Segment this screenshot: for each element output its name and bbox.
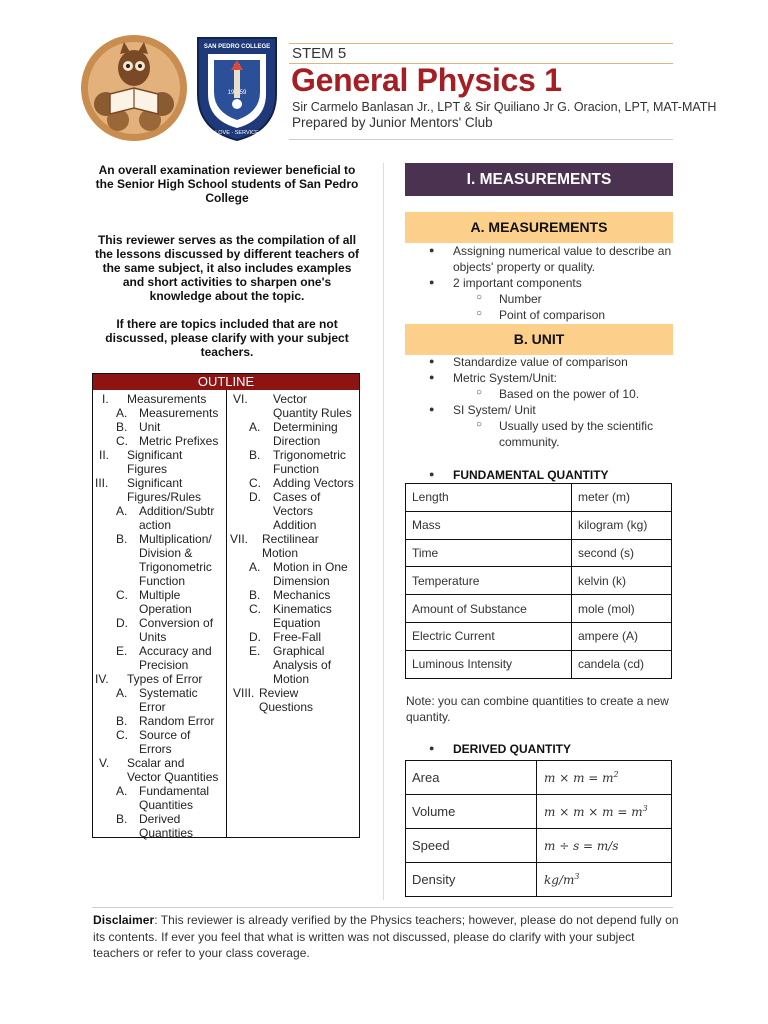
outline-label: Addition xyxy=(273,518,317,532)
outline-item xyxy=(93,630,359,644)
quantity-name: Volume xyxy=(406,795,537,829)
header-rule xyxy=(289,139,673,140)
disclaimer-text: : This reviewer is already verified by the Physics teachers; however, please do not depend fully on its contents. If ever you feel that what is written was not discussed, please do clarify with your subject teachers or refer to your class coverage. xyxy=(93,913,679,960)
outline-number: VI. xyxy=(233,392,248,406)
authors: Sir Carmelo Banlasan Jr., LPT & Sir Quiliano Jr G. Oracion, LPT, MAT-MATH xyxy=(292,100,717,114)
outline-item xyxy=(93,476,359,490)
outline-label: Vector xyxy=(273,392,308,406)
circle-bullet-icon: ○ xyxy=(476,308,483,319)
quantity-name: Electric Current xyxy=(406,622,572,650)
intro-description: An overall examination reviewer beneficial to the Senior High School students of San Pedro College xyxy=(95,163,359,205)
si-unit: ampere (A) xyxy=(572,622,672,650)
table-row xyxy=(406,650,672,678)
si-unit: kelvin (k) xyxy=(572,567,672,595)
outline-number: D. xyxy=(116,616,128,630)
outline-item xyxy=(93,588,359,602)
note-text: Note: you can combine quantities to create a new quantity. xyxy=(406,694,669,724)
quantity-name: Time xyxy=(406,539,572,567)
outline-label: Source of xyxy=(139,728,191,742)
outline-label: Significant xyxy=(127,448,183,462)
outline-label: Derived xyxy=(139,812,181,826)
section-heading: I. MEASUREMENTS xyxy=(405,163,673,196)
seal-motto: LOVE · SERVICE xyxy=(215,130,259,136)
outline-number: V. xyxy=(99,756,110,770)
outline-number: I. xyxy=(102,392,109,406)
seal-name: SAN PEDRO COLLEGE xyxy=(203,44,271,50)
outline-label: Kinematics xyxy=(273,602,332,616)
outline-item xyxy=(93,574,359,588)
table-row xyxy=(406,595,672,623)
bullet-icon: ● xyxy=(429,404,435,414)
outline-label: Trigonometric xyxy=(273,448,346,462)
outline-number: VII. xyxy=(230,532,249,546)
formula-text: kg/m xyxy=(544,873,575,887)
intro-note: If there are topics included that are not discussed, please clarify with your subject teachers. xyxy=(105,317,349,359)
measurements-subbullet: Point of comparison xyxy=(499,308,606,322)
subsection-heading-measurements: A. MEASUREMENTS xyxy=(405,212,673,243)
subsection-heading-unit: B. UNIT xyxy=(405,324,673,355)
formula xyxy=(537,829,672,863)
si-unit: kilogram (kg) xyxy=(572,511,672,539)
formula-text: m × m = m xyxy=(544,771,614,785)
measurements-bullet: 2 important components xyxy=(453,276,582,290)
page-title: General Physics 1 xyxy=(291,62,562,98)
outline-label: Accuracy and xyxy=(139,644,212,658)
table-row xyxy=(406,484,672,512)
outline-label: Figures/Rules xyxy=(127,490,202,504)
outline-item xyxy=(93,672,359,686)
outline-number: C. xyxy=(249,602,261,616)
quantity-name: Temperature xyxy=(406,567,572,595)
si-unit: meter (m) xyxy=(572,484,672,512)
outline-item xyxy=(93,546,359,560)
outline-item xyxy=(93,462,359,476)
outline-number: B. xyxy=(249,448,261,462)
outline-item xyxy=(93,686,359,700)
outline-item xyxy=(93,812,359,826)
formula-text: m × m × m = m xyxy=(544,805,643,819)
footer-rule xyxy=(92,907,673,908)
circle-bullet-icon: ○ xyxy=(476,387,483,398)
outline-label: Function xyxy=(273,462,320,476)
formula xyxy=(537,795,672,829)
column-divider xyxy=(383,163,384,900)
outline-number: C. xyxy=(249,476,261,490)
outline-label: Division & xyxy=(139,546,193,560)
outline-label: Precision xyxy=(139,658,189,672)
outline-label: Error xyxy=(139,700,166,714)
outline-label: Multiple xyxy=(139,588,181,602)
bullet-icon: ● xyxy=(429,469,435,479)
table-row xyxy=(406,761,672,795)
prepared-by: Prepared by Junior Mentors' Club xyxy=(292,115,493,130)
outline-label: Motion xyxy=(262,546,299,560)
outline-number: D. xyxy=(249,490,261,504)
outline-label: Errors xyxy=(139,742,172,756)
outline-number: II. xyxy=(99,448,110,462)
outline-item xyxy=(93,770,359,784)
quantity-name: Amount of Substance xyxy=(406,595,572,623)
outline-heading: OUTLINE xyxy=(93,374,359,390)
outline-number: B. xyxy=(116,714,128,728)
outline-label: Dimension xyxy=(273,574,330,588)
quantity-name: Density xyxy=(406,863,537,897)
bullet-icon: ● xyxy=(429,372,435,382)
outline-label: Direction xyxy=(273,434,321,448)
table-row xyxy=(406,567,672,595)
outline-label: Systematic xyxy=(139,686,198,700)
outline-label: Mechanics xyxy=(273,588,331,602)
outline-item xyxy=(93,504,359,518)
outline-number: A. xyxy=(116,504,128,518)
formula-exponent: 3 xyxy=(574,872,580,881)
outline-item xyxy=(93,756,359,770)
outline-label: Random Error xyxy=(139,714,215,728)
outline-item xyxy=(93,644,359,658)
quantity-name: Speed xyxy=(406,829,537,863)
bullet-icon: ● xyxy=(429,277,435,287)
formula-text: m ÷ s = m/s xyxy=(544,838,619,853)
disclaimer-label: Disclaimer xyxy=(93,913,155,927)
outline-number: B. xyxy=(116,420,128,434)
outline-label: Types of Error xyxy=(127,672,203,686)
outline-item xyxy=(93,742,359,756)
outline-item xyxy=(93,658,359,672)
table-row xyxy=(406,511,672,539)
fundamental-heading: FUNDAMENTAL QUANTITY xyxy=(453,468,609,482)
mentors-club-logo xyxy=(80,34,188,142)
outline-item xyxy=(93,392,359,406)
table-row xyxy=(406,795,672,829)
outline-label: Vector Quantities xyxy=(127,770,219,784)
outline-number: C. xyxy=(116,434,128,448)
measurements-subbullet: Number xyxy=(499,292,542,306)
outline-number: B. xyxy=(249,588,261,602)
outline-number: E. xyxy=(249,644,261,658)
outline-label: Graphical xyxy=(273,644,325,658)
outline-number: IV. xyxy=(95,672,109,686)
outline-item xyxy=(93,784,359,798)
outline-label: Cases of xyxy=(273,490,321,504)
outline-label: Significant xyxy=(127,476,183,490)
outline-item xyxy=(93,434,359,448)
table-row xyxy=(406,539,672,567)
formula xyxy=(537,761,672,795)
outline-number: A. xyxy=(249,560,261,574)
outline-item xyxy=(93,728,359,742)
subject-code: STEM 5 xyxy=(292,45,347,62)
outline-item xyxy=(93,448,359,462)
outline-item xyxy=(93,616,359,630)
quantity-name: Mass xyxy=(406,511,572,539)
derived-quantity-table xyxy=(405,760,672,897)
formula-exponent: 2 xyxy=(613,770,619,779)
outline-label: Scalar and xyxy=(127,756,185,770)
outline-label: Quantity Rules xyxy=(273,406,352,420)
outline-number: VIII. xyxy=(233,686,255,700)
quantity-name: Area xyxy=(406,761,537,795)
san-pedro-college-seal xyxy=(194,34,280,142)
outline-label: action xyxy=(139,518,172,532)
outline-label: Quantities xyxy=(139,798,194,812)
table-row xyxy=(406,622,672,650)
outline-item xyxy=(93,826,359,840)
circle-bullet-icon: ○ xyxy=(476,419,483,430)
outline-number: III. xyxy=(95,476,109,490)
bullet-icon: ● xyxy=(429,743,435,753)
table-row xyxy=(406,829,672,863)
outline-label: Multiplication/ xyxy=(139,532,212,546)
outline-label: Review xyxy=(259,686,299,700)
outline-label: Function xyxy=(139,574,186,588)
outline-item xyxy=(93,490,359,504)
outline-label: Determining xyxy=(273,420,338,434)
outline-number: B. xyxy=(116,812,128,826)
outline-label: Adding Vectors xyxy=(273,476,354,490)
formula xyxy=(537,863,672,897)
outline-number: A. xyxy=(116,784,128,798)
outline-label: Rectilinear xyxy=(262,532,319,546)
outline-label: Measurements xyxy=(139,406,219,420)
table-row xyxy=(406,863,672,897)
formula-exponent: 3 xyxy=(642,804,648,813)
outline-item xyxy=(93,406,359,420)
outline-label: Questions xyxy=(259,700,314,714)
outline-label: Conversion of xyxy=(139,616,214,630)
outline-item xyxy=(93,700,359,714)
unit-bullet: Metric System/Unit: xyxy=(453,371,558,385)
outline-label: Units xyxy=(139,630,167,644)
outline-item xyxy=(93,518,359,532)
measurements-bullet: Assigning numerical value to describe an objects' property or quality. xyxy=(453,244,672,274)
outline-label: Measurements xyxy=(127,392,207,406)
outline-item xyxy=(93,532,359,546)
quantity-name: Luminous Intensity xyxy=(406,650,572,678)
outline-label: Motion in One xyxy=(273,560,348,574)
unit-bullet: SI System/ Unit xyxy=(453,403,536,417)
quantity-name: Length xyxy=(406,484,572,512)
circle-bullet-icon: ○ xyxy=(476,292,483,303)
si-unit: second (s) xyxy=(572,539,672,567)
fundamental-quantity-table xyxy=(405,483,672,679)
outline-label: Free-Fall xyxy=(273,630,322,644)
outline-number: A. xyxy=(116,406,128,420)
bullet-icon: ● xyxy=(429,245,435,255)
outline-item xyxy=(93,602,359,616)
outline-label: Trigonometric xyxy=(139,560,212,574)
outline-number: E. xyxy=(116,644,128,658)
outline-item xyxy=(93,798,359,812)
outline-item xyxy=(93,714,359,728)
outline-label: Vectors xyxy=(273,504,314,518)
outline-item xyxy=(93,560,359,574)
outline-label: Motion xyxy=(273,672,310,686)
outline-label: Fundamental xyxy=(139,784,210,798)
outline-number: A. xyxy=(116,686,128,700)
outline-label: Quantities xyxy=(139,826,194,840)
outline-label: Figures xyxy=(127,462,168,476)
derived-heading: DERIVED QUANTITY xyxy=(453,742,572,756)
outline-table xyxy=(92,373,360,838)
outline-label: Metric Prefixes xyxy=(139,434,219,448)
si-unit: candela (cd) xyxy=(572,650,672,678)
disclaimer xyxy=(93,912,683,962)
outline-number: A. xyxy=(249,420,261,434)
outline-label: Equation xyxy=(273,616,321,630)
seal-year: 19 · 59 xyxy=(227,90,247,96)
si-unit: mole (mol) xyxy=(572,595,672,623)
unit-subbullet: Usually used by the scientific community. xyxy=(499,419,654,449)
outline-number: C. xyxy=(116,588,128,602)
outline-label: Unit xyxy=(139,420,161,434)
outline-label: Analysis of xyxy=(273,658,332,672)
unit-bullet: Standardize value of comparison xyxy=(453,355,628,369)
outline-number: D. xyxy=(249,630,261,644)
outline-label: Addition/Subtr xyxy=(139,504,215,518)
intro-purpose: This reviewer serves as the compilation of all the lessons discussed by different teachers of the same subject, it also includes examples and short activities to sharpen one's knowledge about the topic. xyxy=(94,233,360,303)
outline-label: Operation xyxy=(139,602,192,616)
bullet-icon: ● xyxy=(429,356,435,366)
outline-number: B. xyxy=(116,532,128,546)
outline-item xyxy=(93,420,359,434)
unit-subbullet: Based on the power of 10. xyxy=(499,387,640,401)
header-rule xyxy=(289,43,673,44)
outline-number: C. xyxy=(116,728,128,742)
